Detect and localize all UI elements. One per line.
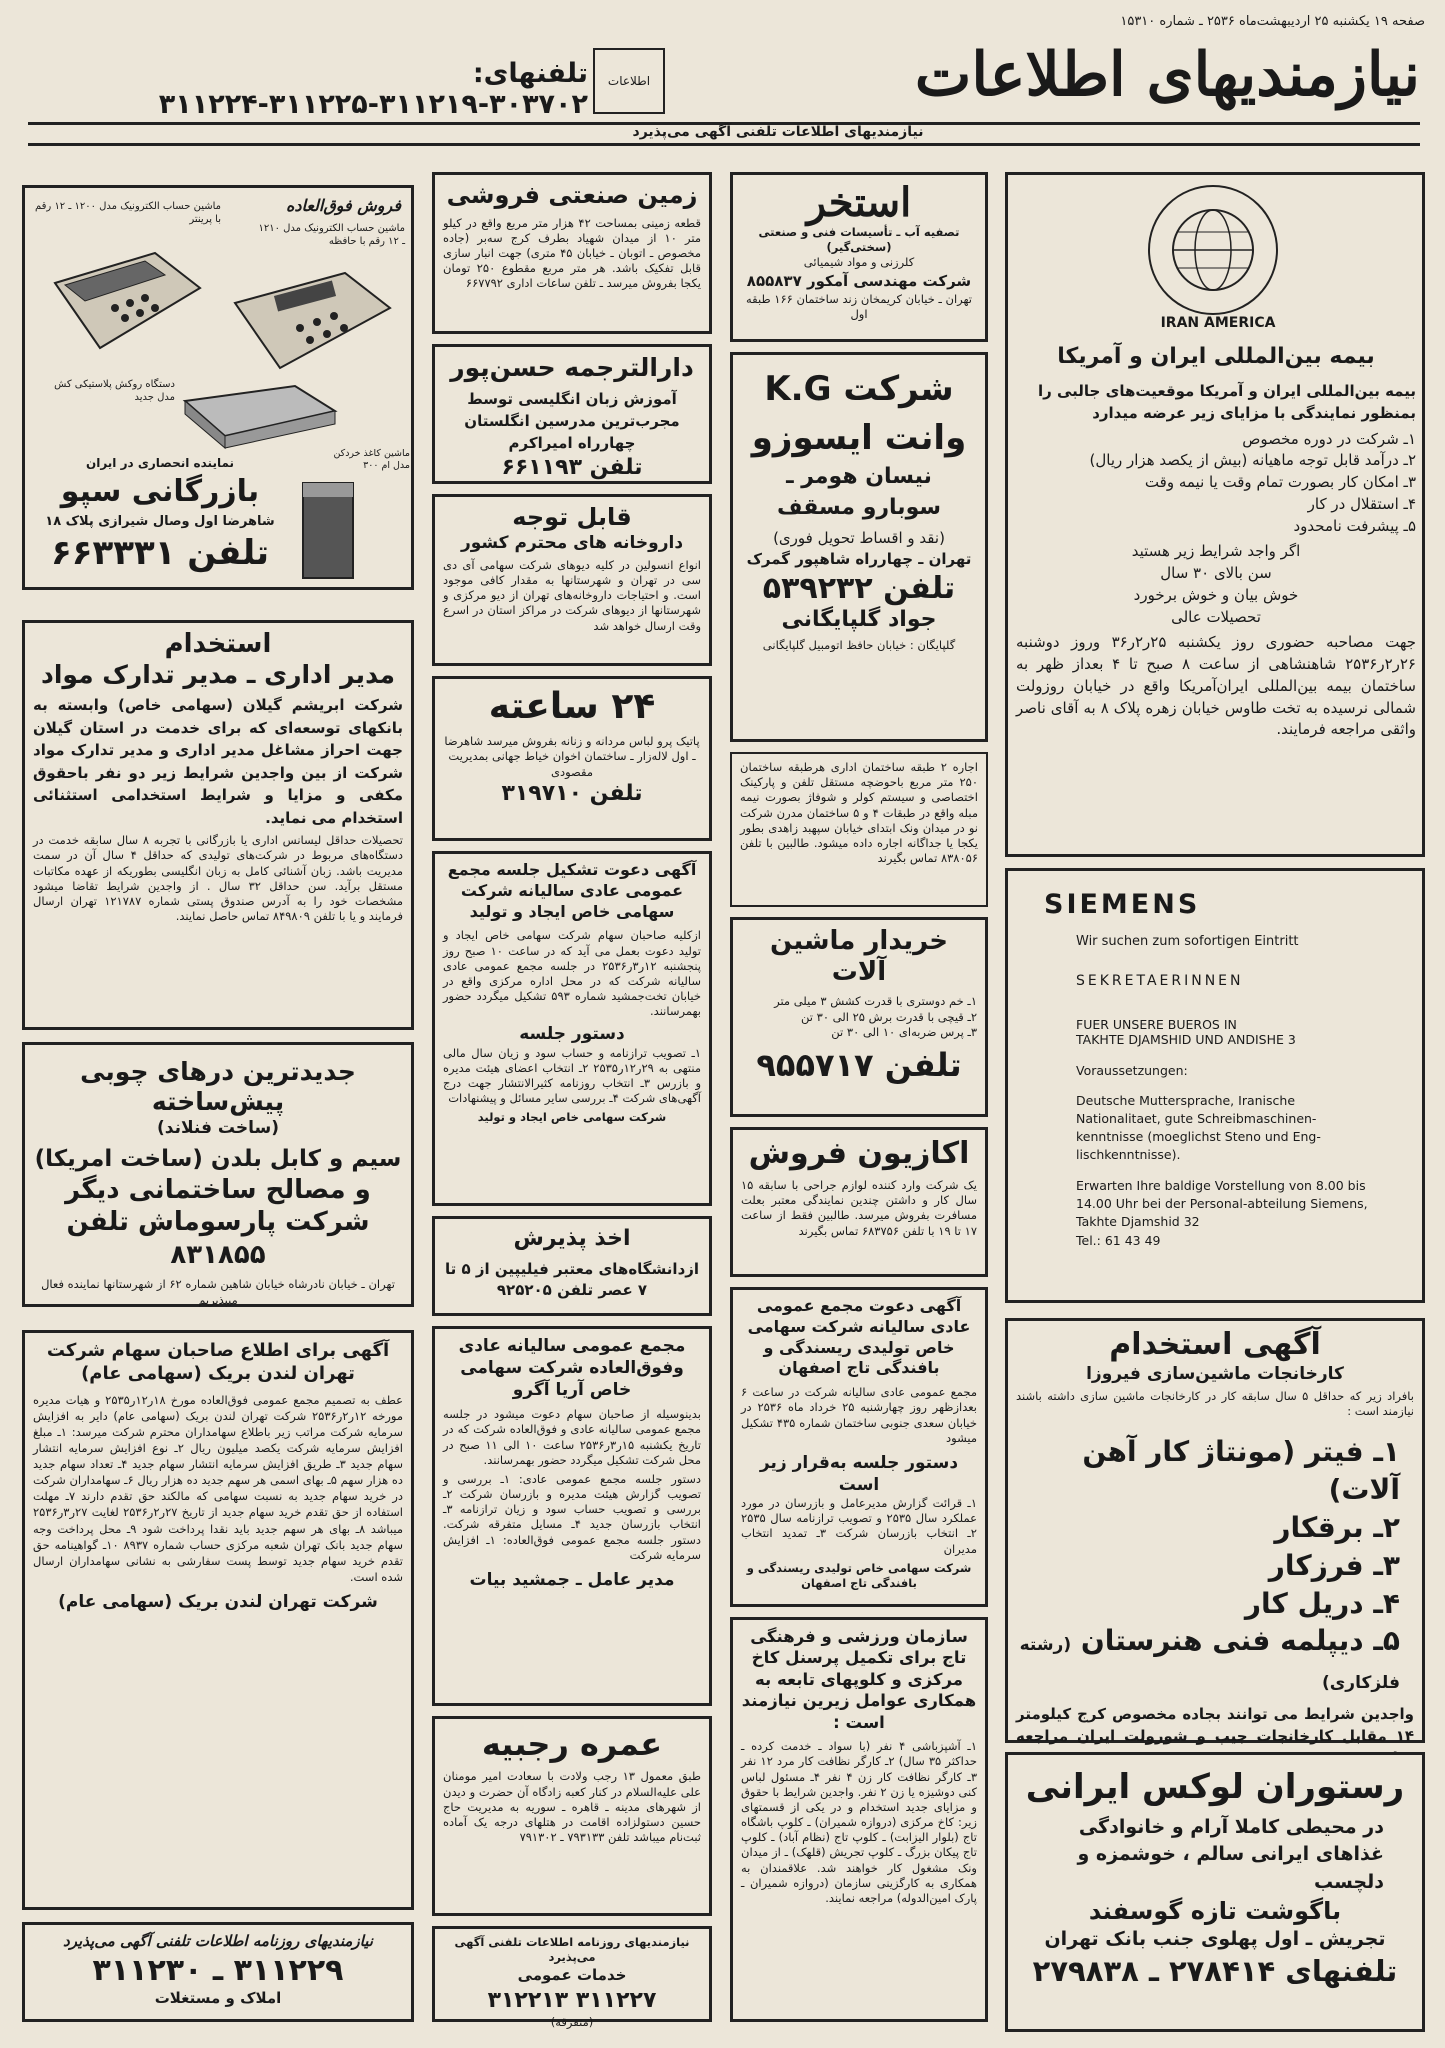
siemens-line3: FUER UNSERE BUEROS IN	[1076, 1017, 1237, 1032]
agm-ijad-agenda-title: دستور جلسه	[519, 1024, 625, 1045]
list-item: ۳ـ فرزکار	[1268, 1548, 1400, 1582]
iran-america-footer: جهت مصاحبه حضوری روز یکشنبه ۲۵ر۲ر۳۶ وروز دوشنبه ۲۶ر۲ر۲۵۳۶ شاهنشاهی از ساعت ۸ صبح تا ۴ بعداز ظهر به ساختمان بیمه بین‌المللی ایران‌آمریکا واقع در خیابان روزولت شمالی نرسیده به تخت طاوس خیابان زهره پلاک ۸ به آقای ناصر واثقی مراجعه فرمایند.	[1016, 633, 1417, 739]
agm-taj-agenda-title: دستور جلسه به‌قرار زیر است	[759, 1452, 959, 1495]
masthead-subtitle: نیازمندیهای اطلاعات تلفنی آگهی می‌پذیرد	[632, 124, 924, 140]
taj-sport-title: سازمان ورزشی و فرهنگی تاج برای تکمیل پرسنل کاخ مرکزی و کلوپهای تابعه به همکاری عوامل زیرین نیازمند است :	[741, 1627, 977, 1732]
ad-agm-aria	[432, 1326, 712, 1706]
agm-taj-title: آگهی دعوت مجمع عمومی عادی سالیانه شرکت سهامی خاص تولیدی ریسندگی و بافندگی تاج اصفهان	[747, 1296, 971, 1378]
machine-buyer-phone: تلفن ۹۵۵۷۱۷	[756, 1045, 962, 1084]
newspaper-box1-title: نیازمندیهای روزنامه اطلاعات تلفنی آگهی می‌پذیرد	[63, 1932, 373, 1950]
kg-name: جواد گلپایگانی	[781, 607, 937, 633]
list-item: ۴ـ دریل کار	[1244, 1586, 1400, 1620]
siemens-line6: Deutsche Muttersprache, Iranische Nationalitaet, gute Schreibmaschinen-kenntnisse (moeglichst Steno und Eng-lischkenntnisse).	[1076, 1093, 1321, 1163]
ad-wooden-doors	[22, 1042, 414, 1307]
agm-ijad-agenda: ۱ـ تصویب ترازنامه و حساب سود و زیان سال مالی منتهی به ۲۹ر۱۲ر۲۵۳۵ ۲ـ انتخاب اعضای هیئت مدیره و بازرس ۳ـ انتخاب روزنامه کثیرالانتشار جهت درج آگهی‌های شرکت ۴ـ بررسی سایر مسائل و پیشنهادات	[443, 1045, 701, 1106]
agm-aria-title: مجمع عمومی سالیانه عادی وفوق‌العاده شرکت سهامی خاص آریا آگرو	[458, 1336, 686, 1401]
london-brick-sign: شرکت تهران لندن بریک (سهامی عام)	[58, 1591, 378, 1612]
london-brick-text: عطف به تصمیم مجمع عمومی فوق‌العاده مورخ ۱۸ر۱۲ر۲۵۳۵ و هیات مدیره مورخه ۱۲ر۲ر۲۵۳۶ شرکت تهران لندن بریک (سهامی عام) دایر به افزایش سرمایه شرکت مراتب زیر باطلاع سهامداران محترم شرکت میرسد: ۱ـ مبلغ افزایش سرمایه شرکت یکصد میلیون ریال ۲ـ نوع افزایش سرمایه انتشار سهام جدید ۳ـ طریق افزایش سرمایه انتشار سهام جدید ۴ـ تعداد سهام جدید ده هزار سهم ۵ـ بهای اسمی هر سهم جدید ده هزار ریال ۶ـ سهامداران شرکت در خرید سهام جدید به نسبت سهامی که مالکند حق تقدم دارند ۷ـ مهلت استفاده از حق تقدم خرید سهام جدید از تاریخ ۲۷ر۲ر۲۵۳۶ لغایت ۲۷ر۳ر۲۵۳۶ میباشد ۸ـ بهای هر سهم جدید باید نقدا پرداخت شود ۹ـ محل پرداخت وجه سهام جدید بانک تهران شعبه مرکزی حساب شماره ۸۹۳۷ ۱۰ـ گواهینامه حق تقدم خرید سهام جدید توسط پست سفارشی به نشانی سهامداران ارسال شده است.	[33, 1392, 404, 1584]
newspaper-box2-title: نیازمندیهای روزنامه اطلاعات تلفنی آگهی می‌پذیرد	[454, 1935, 690, 1965]
ad-london-brick	[22, 1330, 414, 1910]
office-rent-text: اجاره ۲ طبقه ساختمان اداری هرطبقه ساختمان ۲۵۰ متر مربع باحوضچه مستقل تلفن و پارکینک اختصاصی و سیستم کولر و شوفاژ بصورت نیمه مبله واقع در طبقات ۴ و ۵ ساختمان مدرن شرکت نو در میدان ونک ابتدای خیابان سپهبد زاهدی بطور یکجا یا جداگانه اجاره داده میشود. طالبین با تلفن ۸۳۸۰۵۶ تماس بگیرند	[740, 760, 978, 866]
doors-line3: شرکت پارسوماش تلفن ۸۳۱۸۵۵	[66, 1207, 370, 1270]
accordion-text: یک شرکت وارد کننده لوازم جراحی با سابقه ۱۵ سال کار و داشتن چندین نمایندگی معتبر بعلت مسافرت بفروش میرسد. طالبین فقط از ساعت ۱۷ تا ۱۹ با تلفن ۶۸۳۷۵۶ تماس بگیرند	[741, 1178, 977, 1238]
list-item: ۴ـ استقلال در کار	[1307, 494, 1416, 513]
kg-line2: نیسان هومر ـ	[786, 463, 932, 489]
gilan-silk-title: استخدام	[164, 629, 272, 659]
list-item: ۱ـ شرکت در دوره مخصوص	[1242, 429, 1416, 448]
list-item: ۱ـ خم دوستری با قدرت کشش ۳ میلی متر	[774, 994, 977, 1009]
firouza-footer: واجدین شرایط می توانند بجاده مخصوص کرج کیلومتر ۱۴ مقابل کارخانجات جیپ و شورولت ایران مراجعه	[1016, 1705, 1414, 1745]
gilan-silk-sub: مدیر اداری ـ مدیر تدارک مواد	[41, 660, 395, 690]
industrial-land-text: قطعه زمینی بمساحت ۴۲ هزار متر مربع واقع در کیلو متر ۱۰ از میدان شهیاد بطرف کرج سه‌بر (جاده مخصوص ـ اتوبان ـ خیابان ۴۵ متری) جهت انبار سازی قابل تفکیک باشد. هر متر مربع مقطوع ۲۵۰ تومان یکجا بفروش میرسد ـ تلفن ساعات اداری ۶۶۷۷۹۲	[443, 215, 702, 291]
pharmacies-title: قابل توجه	[512, 503, 632, 531]
firouza-items	[1016, 1433, 1414, 1698]
newspaper-box2-note: (متفرقه)	[550, 2014, 594, 2029]
iran-america-conds	[1016, 563, 1416, 628]
siemens-brand: SIEMENS	[1044, 889, 1201, 920]
masthead-phones: تلفنهای: ۳۰۳۷۰۲-۳۱۱۲۱۹-۳۱۱۲۲۵-۳۱۱۲۲۴	[158, 58, 588, 120]
ad-taj-sport	[730, 1617, 988, 2022]
calculator-image-2	[225, 258, 400, 378]
ad-accordion-sale	[730, 1127, 988, 1277]
siemens-line7: Erwarten Ihre baldige Vorstellung von 8.00 bis 14.00 Uhr bei der Personal-abteilung Siemens, Takhte Djamshid 32	[1076, 1177, 1368, 1229]
machine-buyer-title: خریدار ماشین آلات	[769, 926, 949, 988]
calculator-label3: دستگاه روکش پلاستیکی کش مدل جدید	[54, 379, 175, 403]
gilan-silk-req: تحصیلات حداقل لیسانس اداری یا بازرگانی با تجربه ۸ سال سابقه خدمت در دستگاه‌های مربوط در شرکت‌های تولیدی که حداقل ۴ سال آن در سمت مدیریت باشد. زبان آشنائی کامل به زبان انگلیسی بطوریکه از عهده مکاتبات مستقل برآید. سن حداقل ۳۲ سال . از واجدین شرایط تقاضا میشود مشخصات خود را به آدرس صندوق پستی شماره ۱۲۱۷۸۷ تهران ارسال فرمایند و یا با تلفن ۸۴۹۸۰۹ تماس حاصل نمایند.	[33, 833, 403, 924]
agm-aria-agenda: دستور جلسه مجمع عمومی عادی: ۱ـ بررسی و تصویب گزارش هیئت مدیره و بازرسان شرکت ۲ـ بررسی و تصویب حساب سود و زیان ترازنامه ۳ـ انتخاب بازرسان جدید ۴ـ مسایل متفرقه شرکت. دستور جلسه مجمع عمومی فوق‌العاده: ۱ـ افزایش سرمایه شرکت	[443, 1471, 701, 1562]
accordion-title: اکازیون فروش	[748, 1136, 970, 1171]
ad-kg	[730, 352, 988, 742]
ad-restaurant	[1005, 1752, 1425, 2032]
list-item: ۳ـ پرس ضربه‌ای ۱۰ الی ۳۰ تن	[831, 1024, 977, 1039]
machine-buyer-items	[741, 994, 977, 1040]
calculator-name: بازرگانی سپو	[60, 474, 260, 509]
agm-aria-text: بدینوسیله از صاحبان سهام دعوت میشود در جلسه مجمع عمومی سالیانه عادی و فوق‌العاده شرکت که در تاریخ یکشنبه ۱۵ر۳ر۲۵۳۶ ساعت ۱۰ الی ۱۱ صبح در محل شرکت تشکیل میگردد حضور بهمرسانند.	[443, 1407, 701, 1467]
ad-24h	[432, 676, 712, 841]
firouza-title: آگهی استخدام	[1109, 1327, 1321, 1362]
ad-translation	[432, 344, 712, 484]
laminator-image	[175, 376, 345, 451]
kg-phone: تلفن ۵۳۹۲۳۲	[762, 571, 956, 607]
siemens-line5: Voraussetzungen:	[1076, 1063, 1188, 1078]
firouza-intro: بافراد زیر که حداقل ۵ سال سابقه کار در کارخانجات ماشین سازی داشته باشند نیازمند است :	[1016, 1389, 1414, 1419]
newspaper-box2-line1: خدمات عمومی	[517, 1966, 627, 1985]
newspaper-box2-phones: ۳۱۱۲۲۷ ۳۱۲۲۱۳	[487, 1988, 657, 2014]
iran-america-title: بیمه بین‌المللی ایران و آمریکا	[1057, 344, 1375, 369]
ad-newspaper-box-2	[432, 1926, 712, 2029]
estakhr-line2: شرکت مهندسی آمکور ۸۵۵۸۳۷	[746, 271, 972, 290]
masthead	[28, 40, 1420, 160]
ad-siemens	[1005, 868, 1425, 1303]
iran-america-intro: بیمه بین‌المللی ایران و آمریکا موقعیت‌های جالبی را بمنظور نمایندگی با مزایای زیر عرضه میدارد	[1037, 382, 1416, 422]
estakhr-sub: تصفیه آب ـ تأسیسات فنی و صنعتی (سختی‌گیر)	[758, 225, 960, 255]
agm-ijad-text: ازکلیه صاحبان سهام شرکت سهامی خاص ایجاد و تولید دعوت بعمل می آید که در ساعت ۱۰ صبح روز پنجشنبه ۱۲ر۳ر۲۵۳۶ در جلسه مجمع عمومی عادی سالیانه شرکت که در محل اداره مرکزی واقع در خیابان تخت‌جمشید شماره ۵۹۳ تشکیل میگردد حضور بهمرسانند.	[443, 928, 701, 1019]
ad-umrah	[432, 1716, 712, 1916]
list-item: خوش بیان و خوش برخورد	[1133, 585, 1299, 604]
ad-pharmacies	[432, 494, 712, 666]
london-brick-title: آگهی برای اطلاع صاحبان سهام شرکت تهران لندن بریک (سهامی عام)	[46, 1340, 390, 1385]
ad-agm-taj	[730, 1287, 988, 1607]
masthead-stamp-label: اطلاعات	[607, 74, 651, 88]
list-item: تحصیلات عالی	[1171, 607, 1261, 626]
h24-phone: تلفن ۳۱۹۷۱۰	[501, 780, 643, 806]
list-item: ۳ـ امکان کار بصورت تمام وقت یا نیمه وقت	[1144, 473, 1416, 491]
taj-sport-text: ۱ـ آشپزباشی ۴ نفر (با سواد ـ خدمت کرده ـ حداکثر ۳۵ سال) ۲ـ کارگر نظافت کار مرد ۱۲ نفر ۳ـ کارگر نظافت کار زن ۴ نفر ۴ـ مسئول لباس کنی دوشیزه یا زن ۲ نفر. واجدین شرایط با حقوق و مزایای جدید استخدام و در یکی از قسمتهای زیر: کاخ مرکزی (دروازه شمیران) ـ کلوپ باشگاه تاج (بلوار الیزابت) ـ کلوپ تاج (نظام آباد) ـ کلوپ تاج پیکان بزرگ ـ کلوپ تجریش (قلهک) ـ از میدان ونک مشغول کار خواهند شد. علاقمندان به همکاری به کارگزینی سازمان (دروازه شمیران ـ پارک امین‌الدوله) مراجعه نمایند.	[741, 1739, 977, 1905]
newspaper-box1-line1: املاک و مستغلات	[154, 1988, 282, 2007]
calculator-tag: فروش فوق‌العاده	[285, 196, 401, 215]
calculator-label4: ماشین کاغذ خردکن مدل ام ۳۰۰	[333, 448, 410, 471]
siemens-tel: Tel.: 61 43 49	[1076, 1232, 1161, 1248]
filipino-title: اخذ پذیرش	[513, 1226, 631, 1251]
translation-phone: تلفن ۶۶۱۱۹۳	[501, 455, 643, 481]
firouza-item5-note: (رشته فلزکاری)	[1019, 1635, 1400, 1694]
list-item	[1016, 1622, 1400, 1698]
ad-office-rent	[730, 752, 988, 907]
newspaper-box1-phones: ۳۱۱۲۲۹ ـ ۳۱۱۲۳۰	[92, 1952, 344, 1988]
estakhr-line3: تهران ـ خیابان کریمخان زند ساختمان ۱۶۶ طبقه اول	[746, 292, 972, 322]
masthead-stamp	[593, 48, 665, 114]
siemens-line2: SEKRETAERINNEN	[1076, 973, 1244, 989]
siemens-line4: TAKHTE DJAMSHID UND ANDISHE 3	[1076, 1032, 1296, 1047]
ad-industrial-land	[432, 172, 712, 334]
ad-agm-ijad	[432, 851, 712, 1206]
estakhr-line1: کلرزنی و مواد شیمیائی	[803, 255, 915, 270]
pharmacies-text: انواع انسولین در کلیه دیوهای شرکت سهامی آی دی سی در تهران و شهرستانها به مقدار کافی موجود است. و احتیاجات داروخانه‌های تهران از دیو مرکزی و شهرستانها از دیوهای شرکت در مراکز استان در اسرع وقت ارسال خواهد شد	[443, 557, 701, 633]
list-item: ۱ـ فیتر (مونتاژ کار آهن آلات)	[1082, 1435, 1400, 1507]
calculator-image-1	[45, 243, 205, 358]
restaurant-line3: باگوشت تازه گوسفند	[1088, 1897, 1342, 1926]
siemens-line1: Wir suchen zum sofortigen Eintritt	[1076, 934, 1299, 949]
kg-title: شرکت K.G	[764, 369, 954, 409]
ad-firouza-recruitment	[1005, 1318, 1425, 1743]
doors-addr: تهران ـ خیابان نادرشاه خیابان شاهین شماره ۶۲ از شهرستانها نماینده فعال میپذیریم	[41, 1277, 395, 1307]
translation-text: آموزش زبان انگلیسی توسط مجرب‌ترین مدرسین انگلستان چهارراه امیراکرم	[464, 390, 680, 452]
agm-taj-agenda: ۱ـ قرائت گزارش مدیرعامل و بازرسان در مورد عملکرد سال ۲۵۳۵ و تصویب ترازنامه سال ۲۵۳۵ ۲ـ انتخاب بازرسان شرکت ۳ـ تمدید انتخاب مدیران	[741, 1496, 977, 1556]
doors-title: جدیدترین درهای چوبی پیش‌ساخته	[80, 1057, 356, 1116]
list-item: ۲ـ برقکار	[1274, 1511, 1400, 1545]
agm-taj-sign: شرکت سهامی خاص تولیدی ریسندگی و بافندگی تاج اصفهان	[746, 1560, 972, 1590]
h24-title: ۲۴ ساعته	[488, 686, 656, 727]
restaurant-line2: غذاهای ایرانی سالم ، خوشمزه و دلچسب	[1077, 1843, 1384, 1893]
list-item: ۲ـ درآمد قابل توجه ماهیانه (بیش از یکصد هزار ریال)	[1089, 451, 1416, 470]
calculator-address: شاهرضا اول وصال شیرازی پلاک ۱۸	[45, 514, 275, 529]
list-item: سن بالای ۳۰ سال	[1160, 564, 1272, 582]
kg-line3: سوبارو مسقف	[777, 495, 941, 521]
kg-line5: تهران ـ چهارراه شاهپور گمرک	[746, 550, 972, 569]
ad-estakhr	[730, 172, 988, 342]
iran-america-cond-intro: اگر واجد شرایط زیر هستید	[1131, 542, 1301, 561]
globe-icon	[1148, 185, 1278, 315]
ad-iran-america	[1005, 172, 1425, 857]
firouza-item5: ۵ـ دیپلمه فنی هنرستان	[1080, 1624, 1400, 1658]
doors-sub: (ساخت فنلاند)	[157, 1118, 279, 1138]
calculator-phone: تلفن ۶۶۳۳۳۱	[50, 533, 270, 573]
restaurant-line4: تجریش ـ اول پهلوی جنب بانک تهران	[1044, 1928, 1386, 1951]
calculator-label2: ماشین حساب الکترونیک مدل ۱۲۰۰ ـ ۱۲ رقم با پرینتر	[34, 201, 221, 225]
ad-filipino-admission	[432, 1216, 712, 1316]
agm-ijad-title: آگهی دعوت تشکیل جلسه مجمع عمومی عادی سالیانه شرکت سهامی خاص ایجاد و تولید	[447, 860, 697, 921]
ad-machine-buyer	[730, 917, 988, 1117]
industrial-land-title: زمین صنعتی فروشی	[446, 181, 698, 209]
kg-line4: (نقد و اقساط تحویل فوری)	[773, 528, 945, 547]
h24-text: پاتیک پرو لباس مردانه و زنانه بفروش میرسد شاهرضا ـ اول لاله‌زار ـ ساختمان اخوان خیاط جهانی بمدیریت مقصودی	[444, 734, 700, 779]
ad-newspaper-box-1	[22, 1922, 414, 2022]
restaurant-title: رستوران لوکس ایرانی	[1025, 1767, 1405, 1807]
calculator-rep: نماینده انحصاری در ایران	[85, 456, 235, 470]
list-item: ۵ـ پیشرفت نامحدود	[1293, 516, 1416, 535]
gilan-silk-text: شرکت ابریشم گیلان (سهامی خاص) وابسته به بانکهای توسعه‌ای که برای خدمت در استان گیلان جهت احراز مشاغل مدیر اداری و مدیر تدارک مواد شرکت از بین واجدین شرایط زیر دو نفر باحقوق مکفی و مزایا و شرایط استخدامی استثنائی استخدام می نماید.	[33, 696, 403, 827]
masthead-title: نیازمندیهای اطلاعات	[914, 40, 1420, 110]
translation-title: دارالترجمه حسن‌پور	[450, 353, 694, 382]
doors-line2: و مصالح ساختمانی دیگر	[65, 1174, 371, 1205]
restaurant-phones: تلفنهای ۲۷۸۴۱۴ ـ ۲۷۹۸۳۸	[1032, 1953, 1398, 1988]
filipino-text: ازدانشگاه‌های معتبر فیلیپین از ۵ تا ۷ عصر تلفن ۹۲۵۲۰۵	[444, 1259, 700, 1300]
agm-taj-text: مجمع عمومی عادی سالیانه شرکت در ساعت ۶ بعدازظهر روز چهارشنبه ۲۵ خرداد ماه ۲۵۳۶ در خیابان سعدی جنوبی ساختمان شماره ۴۳۵ تشکیل میشود	[741, 1385, 977, 1445]
agm-ijad-sign: شرکت سهامی خاص ایجاد و تولید	[477, 1110, 667, 1125]
umrah-title: عمره رجبیه	[481, 1725, 663, 1763]
kg-line1: وانت ایسوزو	[751, 417, 967, 458]
agm-aria-sign: مدیر عامل ـ جمشید بیات	[469, 1570, 675, 1590]
estakhr-title: استخر	[806, 179, 912, 226]
shredder-image	[295, 473, 365, 583]
page-topline: صفحه ۱۹ یکشنبه ۲۵ اردیبهشت‌ماه ۲۵۳۶ ـ شماره ۱۵۳۱۰	[1120, 14, 1425, 29]
kg-branch: گلپایگان : خیابان حافظ اتومبیل گلپایگانی	[762, 637, 956, 652]
calculator-label1: ماشین حساب الکترونیک مدل ۱۲۱۰ ـ ۱۲ رقم با حافظه	[258, 223, 405, 247]
ad-gilan-silk	[22, 620, 414, 1030]
restaurant-line1: در محیطی کاملا آرام و خانوادگی	[1078, 1815, 1384, 1838]
ad-calculators	[22, 185, 414, 590]
iran-america-items	[1016, 429, 1416, 538]
pharmacies-sub: داروخانه های محترم کشور	[460, 532, 684, 553]
firouza-sub: کارخانجات ماشین‌سازی فیروزا	[1086, 1364, 1344, 1384]
list-item: ۲ـ قیچی با قدرت برش ۲۵ الی ۳۰ تن	[801, 1009, 977, 1024]
iran-america-logo-text: IRAN AMERICA	[1160, 315, 1276, 331]
doors-line1: سیم و کابل بلدن (ساخت امریکا)	[34, 1146, 402, 1173]
umrah-text: طبق معمول ۱۳ رجب ولادت با سعادت امیر مومنان علی علیه‌السلام در کنار کعبه زادگاه آن حضرت و دیدن از شهرهای مدینه ـ قاهره ـ سوریه به مدیریت حاج حسین دستولزاده اقامت در هتلهای درجه یک آماده ثبت‌نام میباشد تلفن ۷۹۳۱۳۳ ـ ۷۹۱۳۰۲	[443, 1769, 701, 1845]
